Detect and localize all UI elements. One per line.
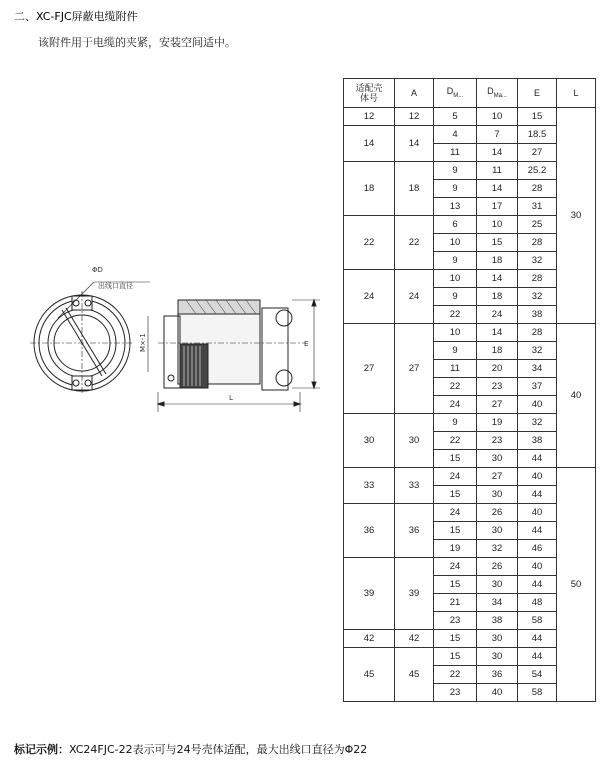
l-label: L bbox=[229, 394, 233, 402]
d-min-cell: 11 bbox=[434, 144, 477, 162]
d-max-cell: 36 bbox=[477, 666, 518, 684]
d-max-cell: 14 bbox=[477, 144, 518, 162]
a-cell: 45 bbox=[395, 648, 434, 702]
e-cell: 58 bbox=[518, 684, 557, 702]
d-max-cell: 30 bbox=[477, 576, 518, 594]
a-cell: 30 bbox=[395, 414, 434, 468]
d-min-cell: 15 bbox=[434, 576, 477, 594]
e-cell: 44 bbox=[518, 576, 557, 594]
e-cell: 54 bbox=[518, 666, 557, 684]
d-min-cell: 24 bbox=[434, 558, 477, 576]
shell-cell: 24 bbox=[344, 270, 395, 324]
example-text: XC24FJC-22表示可与24号壳体适配，最大出线口直径为Φ22 bbox=[69, 743, 368, 756]
d-min-cell: 15 bbox=[434, 450, 477, 468]
shell-cell: 33 bbox=[344, 468, 395, 504]
d-max-cell: 30 bbox=[477, 450, 518, 468]
d-min-cell: 15 bbox=[434, 486, 477, 504]
d-min-cell: 22 bbox=[434, 378, 477, 396]
e-cell: 18.5 bbox=[518, 126, 557, 144]
d-max-cell: 34 bbox=[477, 594, 518, 612]
e-cell: 32 bbox=[518, 252, 557, 270]
front-view bbox=[30, 282, 150, 395]
e-cell: 40 bbox=[518, 558, 557, 576]
e-cell: 34 bbox=[518, 360, 557, 378]
d-min-cell: 15 bbox=[434, 648, 477, 666]
d-max-cell: 30 bbox=[477, 630, 518, 648]
a-cell: 24 bbox=[395, 270, 434, 324]
e-cell: 58 bbox=[518, 612, 557, 630]
d-max-cell: 11 bbox=[477, 162, 518, 180]
d-max-cell: 15 bbox=[477, 234, 518, 252]
d-min-cell: 9 bbox=[434, 162, 477, 180]
d-max-cell: 19 bbox=[477, 414, 518, 432]
e-cell: 27 bbox=[518, 144, 557, 162]
d-max-cell: 14 bbox=[477, 270, 518, 288]
e-cell: 44 bbox=[518, 630, 557, 648]
table-row bbox=[344, 108, 596, 126]
a-cell: 36 bbox=[395, 504, 434, 558]
shell-cell: 18 bbox=[344, 162, 395, 216]
d-min-cell: 10 bbox=[434, 324, 477, 342]
d-min-cell: 15 bbox=[434, 522, 477, 540]
l-cell: 30 bbox=[557, 108, 596, 324]
e-cell: 38 bbox=[518, 306, 557, 324]
d-max-cell: 40 bbox=[477, 684, 518, 702]
d-max-cell: 30 bbox=[477, 486, 518, 504]
marking-example bbox=[14, 741, 367, 757]
header-row bbox=[344, 79, 596, 108]
shell-cell: 14 bbox=[344, 126, 395, 162]
d-min-cell: 10 bbox=[434, 270, 477, 288]
e-cell: 37 bbox=[518, 378, 557, 396]
d-max-cell: 18 bbox=[477, 252, 518, 270]
shell-cell: 30 bbox=[344, 414, 395, 468]
spec-table bbox=[343, 78, 596, 702]
d-min-cell: 10 bbox=[434, 234, 477, 252]
e-cell: 25.2 bbox=[518, 162, 557, 180]
e-cell: 44 bbox=[518, 486, 557, 504]
spec-body bbox=[344, 108, 596, 702]
d-max-cell: 18 bbox=[477, 342, 518, 360]
shell-cell: 27 bbox=[344, 324, 395, 414]
d-min-cell: 15 bbox=[434, 630, 477, 648]
d-min-cell: 9 bbox=[434, 342, 477, 360]
outlet-label: 出线口直径 bbox=[98, 282, 133, 290]
d-max-cell: 10 bbox=[477, 216, 518, 234]
d-max-cell: 23 bbox=[477, 378, 518, 396]
e-cell: 44 bbox=[518, 450, 557, 468]
d-max-cell: 10 bbox=[477, 108, 518, 126]
d-max-cell: 30 bbox=[477, 648, 518, 666]
d-min-cell: 6 bbox=[434, 216, 477, 234]
e-cell: 28 bbox=[518, 270, 557, 288]
d-max-cell: 24 bbox=[477, 306, 518, 324]
shell-cell: 42 bbox=[344, 630, 395, 648]
d-max-cell: 18 bbox=[477, 288, 518, 306]
e-cell: 40 bbox=[518, 504, 557, 522]
d-min-cell: 23 bbox=[434, 612, 477, 630]
technical-drawing bbox=[0, 0, 340, 420]
a-cell: 39 bbox=[395, 558, 434, 630]
shell-cell: 45 bbox=[344, 648, 395, 702]
d-min-cell: 22 bbox=[434, 432, 477, 450]
d-max-cell: 26 bbox=[477, 558, 518, 576]
d-min-cell: 4 bbox=[434, 126, 477, 144]
e-cell: 44 bbox=[518, 648, 557, 666]
d-min-cell: 22 bbox=[434, 666, 477, 684]
d-max-cell: 20 bbox=[477, 360, 518, 378]
d-max-cell: 27 bbox=[477, 468, 518, 486]
e-cell: 40 bbox=[518, 468, 557, 486]
header-d-min: $D_{M...}$ bbox=[434, 79, 477, 108]
d-min-cell: 24 bbox=[434, 504, 477, 522]
header-a: A bbox=[395, 79, 434, 108]
d-min-cell: 9 bbox=[434, 288, 477, 306]
d-max-cell: 14 bbox=[477, 324, 518, 342]
d-max-cell: 30 bbox=[477, 522, 518, 540]
d-min-cell: 9 bbox=[434, 252, 477, 270]
e-cell: 46 bbox=[518, 540, 557, 558]
l-cell: 50 bbox=[557, 468, 596, 702]
d-min-cell: 21 bbox=[434, 594, 477, 612]
d-max-cell: 32 bbox=[477, 540, 518, 558]
d-max-cell: 23 bbox=[477, 432, 518, 450]
side-view bbox=[148, 300, 320, 412]
e-cell: 15 bbox=[518, 108, 557, 126]
d-min-cell: 5 bbox=[434, 108, 477, 126]
section-title: 二、XC-FJC屏蔽电缆附件 bbox=[14, 10, 138, 23]
a-cell: 27 bbox=[395, 324, 434, 414]
header-e: E bbox=[518, 79, 557, 108]
d-min-cell: 9 bbox=[434, 180, 477, 198]
d-min-cell: 24 bbox=[434, 396, 477, 414]
table-row bbox=[344, 324, 596, 342]
example-lead: 标记示例： bbox=[14, 743, 69, 756]
e-cell: 31 bbox=[518, 198, 557, 216]
shell-cell: 12 bbox=[344, 108, 395, 126]
shell-cell: 22 bbox=[344, 216, 395, 270]
d-min-cell: 9 bbox=[434, 414, 477, 432]
e-label: E bbox=[304, 340, 309, 348]
e-cell: 38 bbox=[518, 432, 557, 450]
header-l: L bbox=[557, 79, 596, 108]
d-min-cell: 24 bbox=[434, 468, 477, 486]
d-min-cell: 11 bbox=[434, 360, 477, 378]
e-cell: 28 bbox=[518, 234, 557, 252]
d-max-cell: 17 bbox=[477, 198, 518, 216]
l-cell: 40 bbox=[557, 324, 596, 468]
d-min-cell: 22 bbox=[434, 306, 477, 324]
d-min-cell: 19 bbox=[434, 540, 477, 558]
thread-label: M×-1 bbox=[139, 333, 147, 352]
a-cell: 12 bbox=[395, 108, 434, 126]
d-min-cell: 13 bbox=[434, 198, 477, 216]
table-row bbox=[344, 468, 596, 486]
a-cell: 14 bbox=[395, 126, 434, 162]
shell-cell: 36 bbox=[344, 504, 395, 558]
header-d-max: $D_{Ma...}$ bbox=[477, 79, 518, 108]
e-cell: 44 bbox=[518, 522, 557, 540]
intro-text: 该附件用于电缆的夹紧，安装空间适中。 bbox=[38, 36, 236, 49]
e-cell: 32 bbox=[518, 342, 557, 360]
d-max-cell: 7 bbox=[477, 126, 518, 144]
phi-d-label: ΦD bbox=[92, 266, 103, 274]
e-cell: 48 bbox=[518, 594, 557, 612]
d-max-cell: 14 bbox=[477, 180, 518, 198]
a-cell: 42 bbox=[395, 630, 434, 648]
e-cell: 32 bbox=[518, 288, 557, 306]
header-shell: 适配壳 体号 bbox=[344, 79, 395, 108]
e-cell: 25 bbox=[518, 216, 557, 234]
d-max-cell: 38 bbox=[477, 612, 518, 630]
shell-cell: 39 bbox=[344, 558, 395, 630]
d-max-cell: 27 bbox=[477, 396, 518, 414]
e-cell: 32 bbox=[518, 414, 557, 432]
e-cell: 28 bbox=[518, 180, 557, 198]
a-cell: 33 bbox=[395, 468, 434, 504]
d-max-cell: 26 bbox=[477, 504, 518, 522]
a-cell: 22 bbox=[395, 216, 434, 270]
a-cell: 18 bbox=[395, 162, 434, 216]
e-cell: 28 bbox=[518, 324, 557, 342]
d-min-cell: 23 bbox=[434, 684, 477, 702]
e-cell: 40 bbox=[518, 396, 557, 414]
